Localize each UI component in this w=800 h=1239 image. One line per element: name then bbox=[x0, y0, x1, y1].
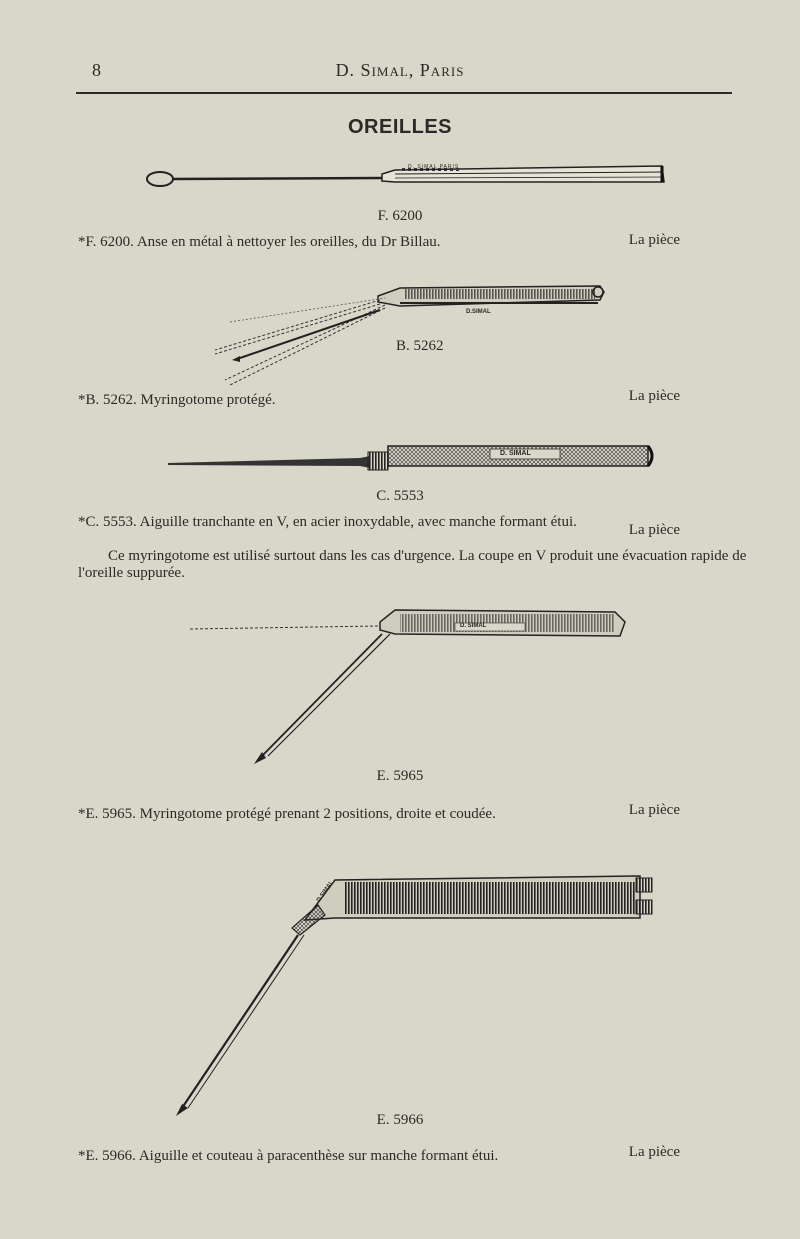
item-price-c5553: La pièce bbox=[628, 522, 680, 538]
figure-caption-b5262: B. 5262 bbox=[396, 338, 444, 354]
engraving-e5965: D. SIMAL bbox=[460, 623, 487, 629]
figure-caption-f6200: F. 6200 bbox=[377, 208, 423, 224]
engraving-e5966: D.SIMAL bbox=[316, 879, 336, 904]
item-description-c5553: *C. 5553. Aiguille tranchante en V, en acier inoxydable, avec manche formant étui. bbox=[78, 514, 577, 530]
needle-c5553 bbox=[168, 446, 652, 470]
item-description-e5966: *E. 5966. Aiguille et couteau à paracenthèse sur manche formant étui. bbox=[78, 1148, 499, 1164]
engraving-f6200: D. SIMAL PARIS bbox=[408, 164, 460, 170]
item-description-f6200: *F. 6200. Anse en métal à nettoyer les oreilles, du Dr Billau. bbox=[78, 234, 441, 250]
item-price-b5262: La pièce bbox=[628, 388, 680, 404]
figure-caption-e5966: E. 5966 bbox=[376, 1112, 424, 1128]
engraving-b5262: D.SIMAL bbox=[466, 309, 491, 315]
needle-knife-e5966 bbox=[176, 876, 652, 1116]
engraving-c5553: D. SIMAL bbox=[500, 450, 531, 457]
myringotome-e5965 bbox=[190, 610, 625, 764]
figure-caption-e5965: E. 5965 bbox=[376, 768, 424, 784]
ear-loop-instrument bbox=[147, 166, 664, 186]
item-price-f6200: La pièce bbox=[628, 232, 680, 248]
page-header-title: D. Simal, Paris bbox=[335, 60, 465, 80]
item-description-b5262: *B. 5262. Myringotome protégé. bbox=[78, 392, 276, 408]
section-title: OREILLES bbox=[347, 116, 452, 138]
usage-paragraph: Ce myringotome est utilisé surtout dans les cas d'urgence. La coupe en V produit une évacuation rapide de l'oreille suppurée. bbox=[78, 548, 747, 581]
page-number: 8 bbox=[92, 60, 101, 80]
item-price-e5966: La pièce bbox=[628, 1144, 680, 1160]
item-price-e5965: La pièce bbox=[628, 802, 680, 818]
myringotome-b5262 bbox=[215, 286, 604, 385]
figure-caption-c5553: C. 5553 bbox=[376, 488, 424, 504]
item-description-e5965: *E. 5965. Myringotome protégé prenant 2 positions, droite et coudée. bbox=[78, 806, 496, 822]
